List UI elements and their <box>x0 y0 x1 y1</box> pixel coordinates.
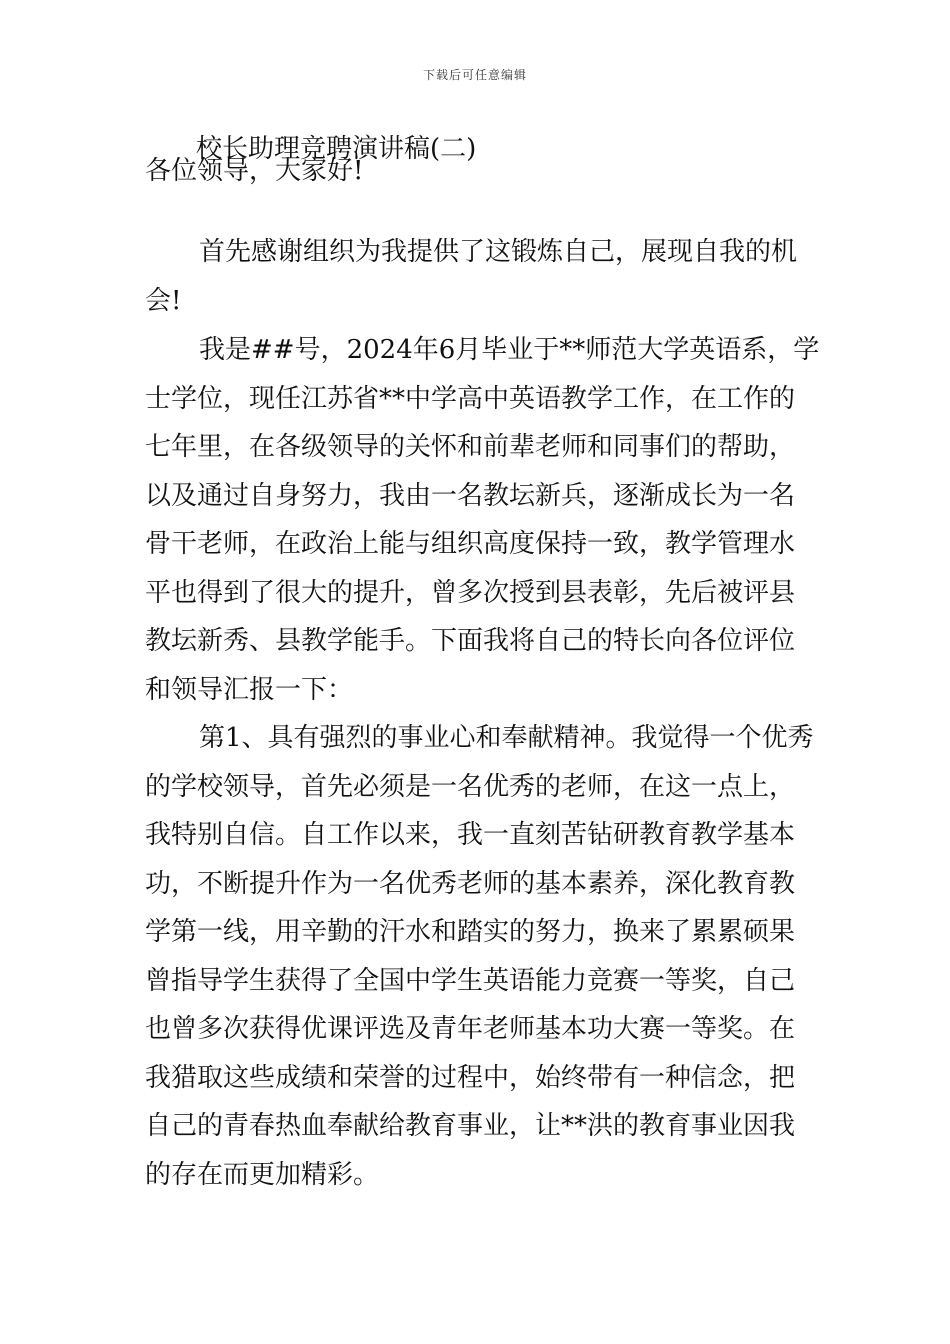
paragraph-line: 以及通过自身努力，我由一名教坛新兵，逐渐成长为一名 <box>145 480 796 511</box>
paragraph-2 <box>145 326 820 714</box>
paragraph-1 <box>145 228 805 325</box>
paragraph-line: 第1、具有强烈的事业心和奉献精神。我觉得一个优秀 <box>199 723 814 753</box>
paragraph-line: 曾指导学生获得了全国中学生英语能力竞赛一等奖，自己 <box>145 965 796 996</box>
paragraph-line: 的学校领导，首先必须是一名优秀的老师，在这一点上， <box>145 771 796 802</box>
paragraph-line: 会! <box>145 285 182 316</box>
paragraph-line: 首先感谢组织为我提供了这锻炼自己，展现自我的机 <box>199 237 798 267</box>
paragraph-line: 我特别自信。自工作以来，我一直刻苦钻研教育教学基本 <box>145 820 796 850</box>
paragraph-line: 也曾多次获得优课评选及青年老师基本功大赛一等奖。在 <box>145 1014 796 1044</box>
paragraph-3 <box>145 714 814 1199</box>
paragraph-line: 士学位，现任江苏省**中学高中英语教学工作，在工作的 <box>145 383 796 414</box>
paragraph-line: 我是##号，2024年6月毕业于**师范大学英语系，学 <box>199 335 820 365</box>
paragraph-line: 功，不断提升作为一名优秀老师的基本素养，深化教育教 <box>145 868 796 899</box>
greeting: 各位领导，大家好! <box>145 156 364 186</box>
document-title: 校长助理竞聘演讲稿(二) <box>196 134 477 164</box>
paragraph-line: 的存在而更加精彩。 <box>145 1159 380 1190</box>
paragraph-line: 学第一线，用辛勤的汗水和踏实的努力，换来了累累硕果 <box>145 917 796 947</box>
paragraph-line: 我猎取这些成绩和荣誉的过程中，始终带有一种信念，把 <box>145 1062 796 1093</box>
paragraph-line: 自己的青春热血奉献给教育事业，让**洪的教育事业因我 <box>145 1111 796 1141</box>
paragraph-line: 骨干老师，在政治上能与组织高度保持一致，教学管理水 <box>145 529 796 559</box>
header-note: 下载后可任意编辑 <box>422 68 527 82</box>
paragraph-line: 教坛新秀、县教学能手。下面我将自己的特长向各位评位 <box>145 626 796 656</box>
paragraph-line: 七年里，在各级领导的关怀和前辈老师和同事们的帮助， <box>145 432 796 462</box>
paragraph-line: 和领导汇报一下： <box>145 674 354 705</box>
paragraph-line: 平也得到了很大的提升，曾多次授到县表彰，先后被评县 <box>145 577 796 608</box>
